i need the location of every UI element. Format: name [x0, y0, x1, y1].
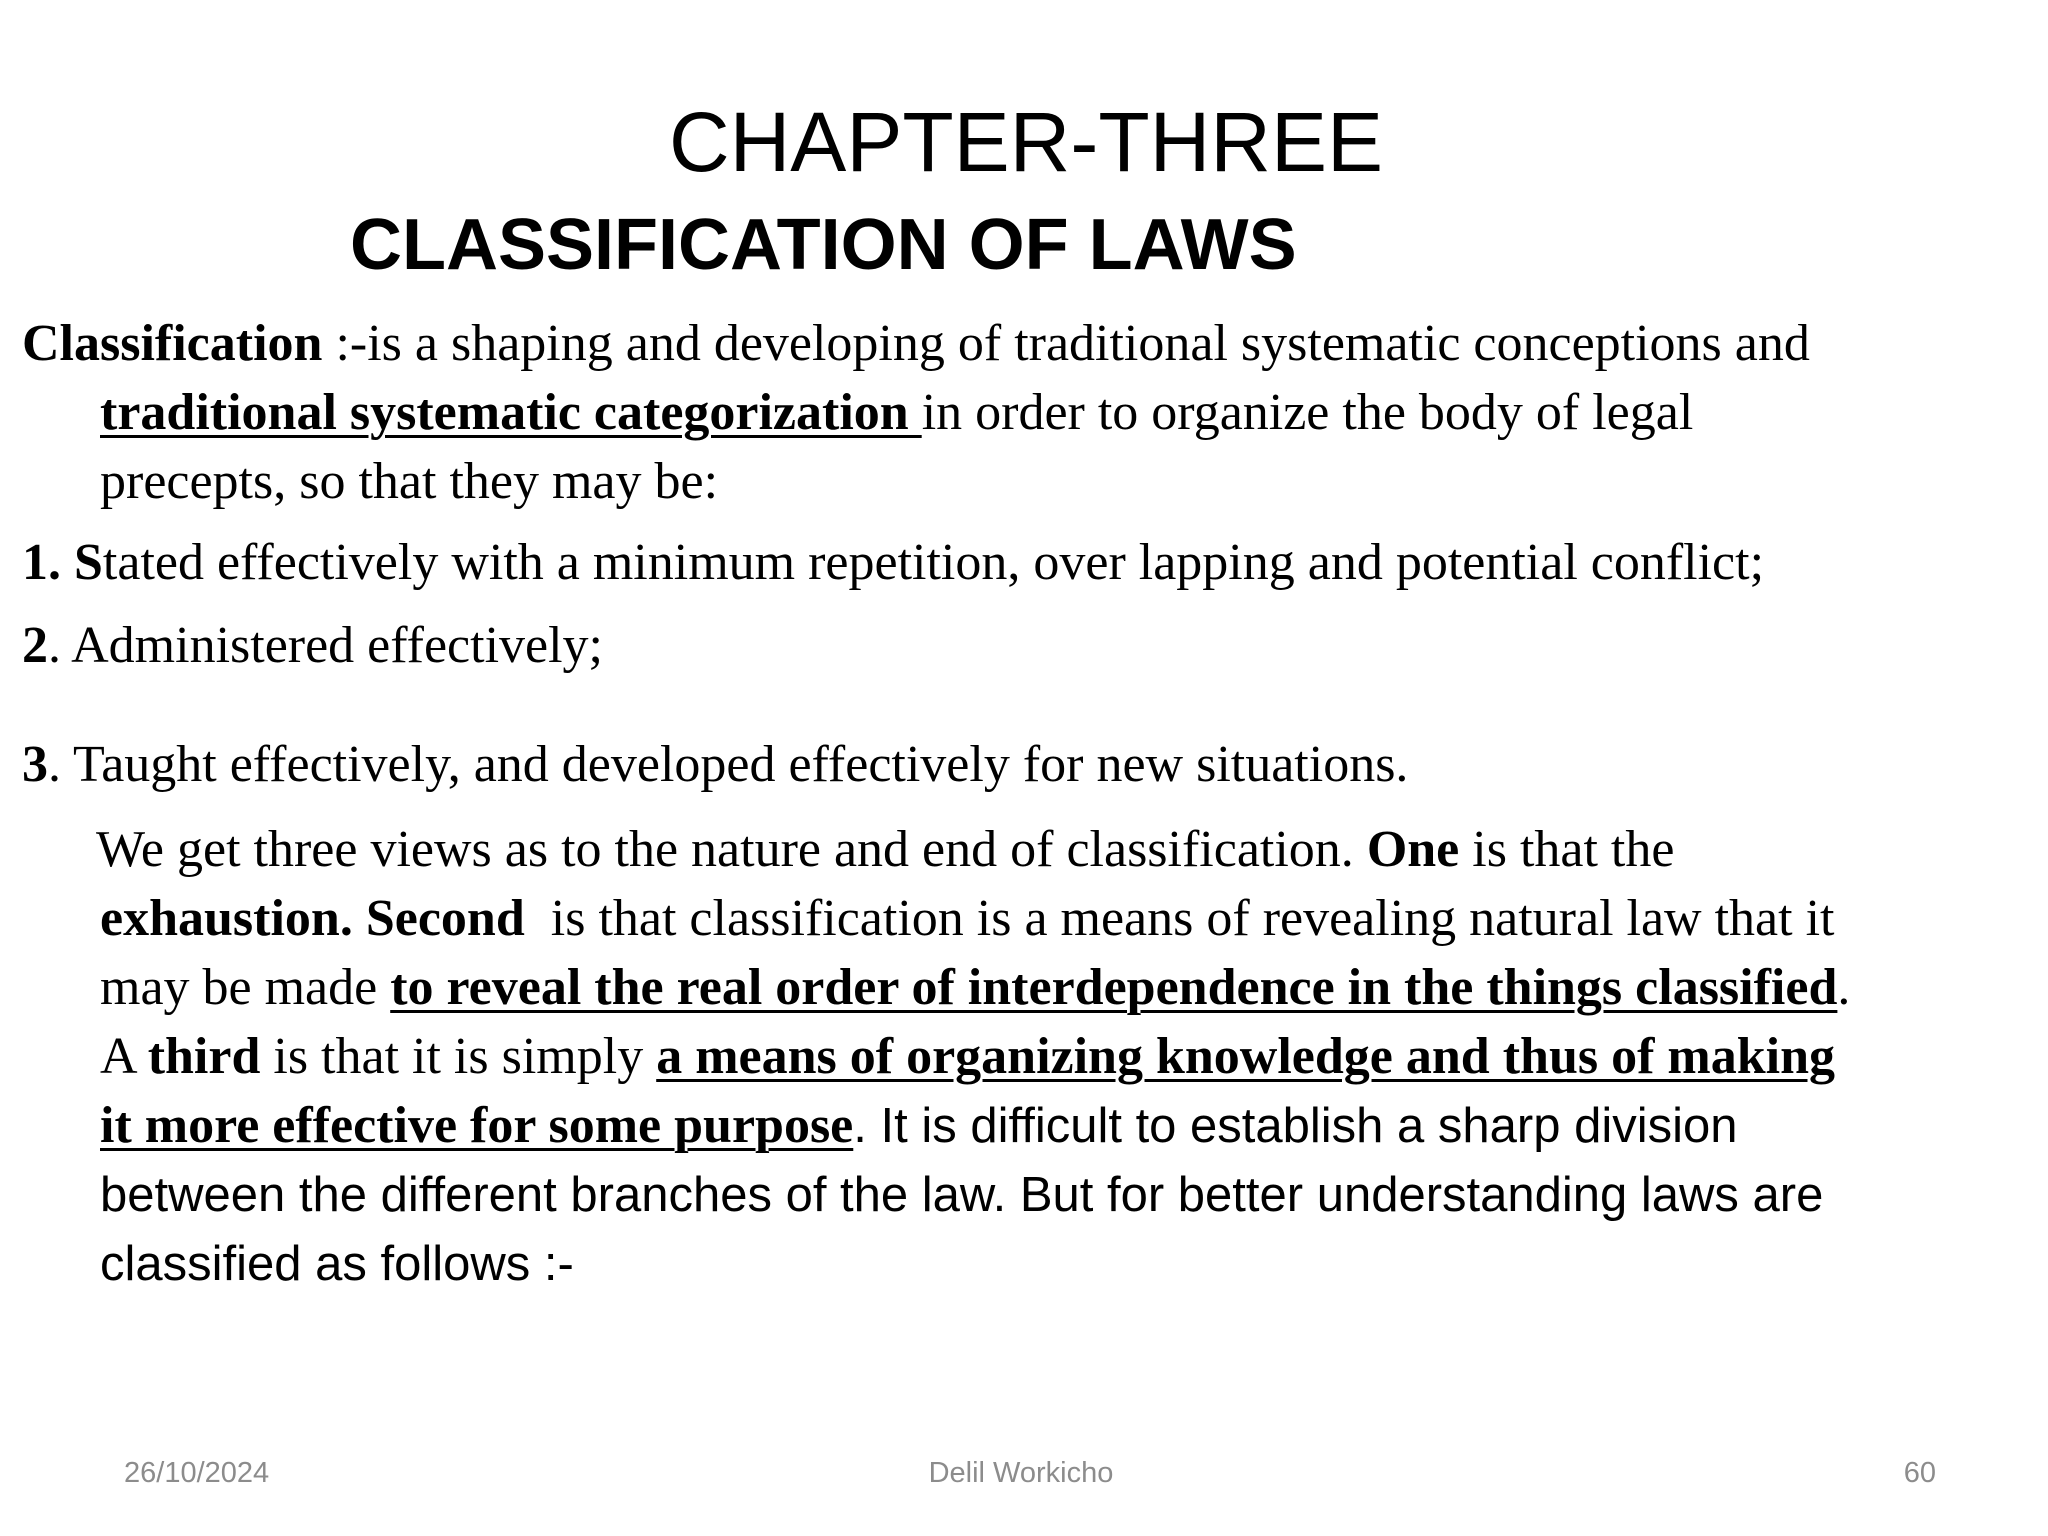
views-line-1 [22, 815, 2042, 884]
views-line-7: classified as follows :- [100, 1237, 574, 1291]
views-text: We get three views as to the nature and end of classification. [96, 821, 1367, 878]
views-text: A [100, 1028, 148, 1085]
views-text: is that it is simply [260, 1028, 657, 1085]
views-bold-one: One [1366, 821, 1460, 878]
views-line-2 [22, 884, 2042, 953]
views-text: is that classification is a means of revealing natural law that it [524, 890, 1835, 947]
views-underlined-reveal: to reveal the real order of interdependence in the things classified [390, 959, 1838, 1016]
slide-subtitle: CLASSIFICATION OF LAWS [350, 205, 1297, 285]
list-item [22, 611, 603, 680]
definition-underlined: traditional systematic categorization [100, 384, 922, 441]
definition-intro: :-is a shaping and developing of traditional systematic conceptions and [322, 315, 1810, 372]
list-item-text: . Taught effectively, and developed effectively for new situations. [48, 736, 1409, 793]
views-underlined-purpose: it more effective for some purpose [100, 1097, 854, 1154]
views-text: . [1837, 959, 1851, 1016]
views-text: may be made [100, 959, 391, 1016]
list-item-number: 3 [22, 736, 48, 793]
footer-page-number: 60 [1903, 1457, 1936, 1489]
list-item-initial: S [74, 534, 103, 591]
classification-definition [22, 309, 2032, 516]
list-item-number: 2 [22, 617, 48, 674]
views-text: . It is difficult to establish a sharp division [853, 1099, 1738, 1153]
definition-rest: in order to organize the body of legal [921, 384, 1694, 441]
views-line-6: between the different branches of the law. But for better understanding laws are [100, 1168, 1824, 1222]
definition-line-3: precepts, so that they may be: [100, 453, 719, 510]
views-underlined-organizing: a means of organizing knowledge and thus of making [656, 1028, 1836, 1085]
footer-date: 26/10/2024 [124, 1457, 270, 1489]
views-line-5 [22, 1091, 2042, 1161]
views-bold-second: exhaustion. Second [100, 890, 525, 947]
list-item-text: tated effectively with a minimum repetition, over lapping and potential conflict; [102, 534, 1765, 591]
definition-term: Classification [22, 315, 323, 372]
definition-line-2 [22, 378, 2032, 447]
list-item-number: 1. [22, 534, 61, 591]
list-item-text: . Administered effectively; [48, 617, 603, 674]
footer-author: Delil Workicho [928, 1457, 1114, 1489]
three-views-paragraph [22, 815, 2042, 1299]
views-line-3 [22, 953, 2042, 1022]
list-item [22, 730, 1408, 799]
views-bold-third: third [147, 1028, 261, 1085]
views-text: is that the [1459, 821, 1675, 878]
chapter-title: CHAPTER-THREE [668, 95, 1384, 189]
list-item [22, 528, 1764, 597]
views-line-4 [22, 1022, 2042, 1091]
definition-line-1 [22, 315, 1810, 372]
